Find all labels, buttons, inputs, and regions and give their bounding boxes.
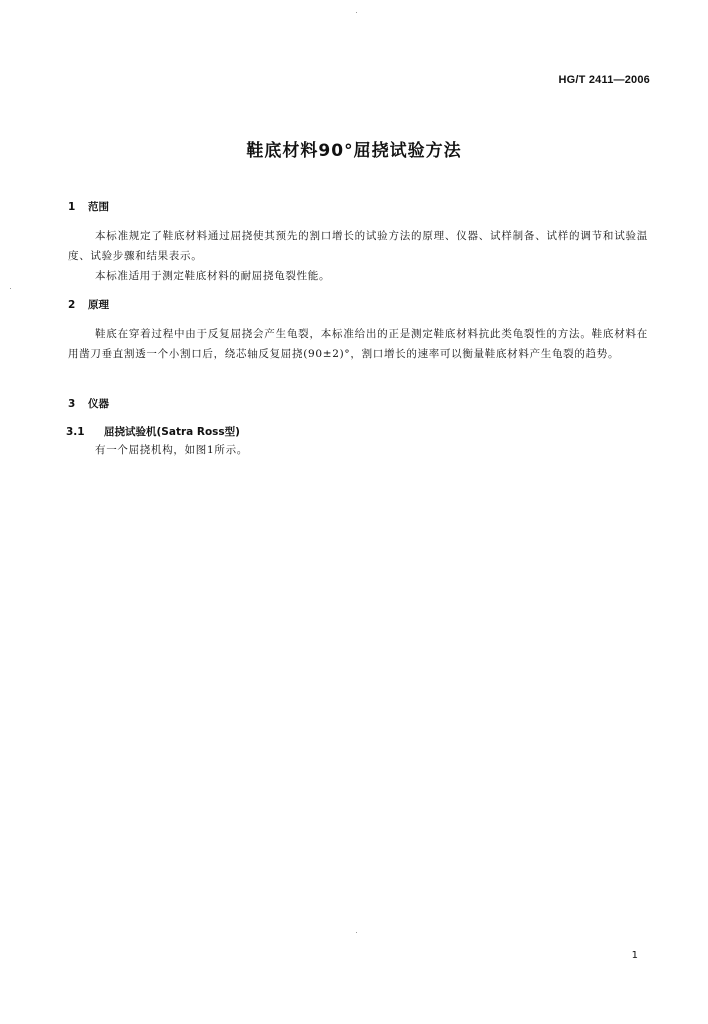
section-title: 仪器 xyxy=(88,398,109,410)
flexing-machine-paragraph: 有一个屈挠机构，如图1所示。 xyxy=(95,444,248,456)
document-title: 鞋底材料90°屈挠试验方法 xyxy=(246,141,462,161)
section-heading-principle xyxy=(68,297,109,312)
principle-paragraph: 鞋底在穿着过程中由于反复屈挠会产生龟裂，本标准给出的正是测定鞋底材料抗此类龟裂性的方法。鞋底材料在用凿刀垂直割透一个小割口后，绕芯轴反复屈挠(90±2)°，割口增长的速率可以衡量鞋底材料产生龟裂的趋势。 xyxy=(68,328,648,360)
section-title: 原理 xyxy=(88,299,109,311)
section-title: 范围 xyxy=(88,201,109,213)
section-heading-scope xyxy=(68,199,109,214)
section-number: 2 xyxy=(68,299,76,311)
page-number: 1 xyxy=(631,950,638,961)
scope-paragraph-2: 本标准适用于测定鞋底材料的耐屈挠龟裂性能。 xyxy=(95,270,331,282)
section-heading-apparatus xyxy=(68,396,109,411)
subsection-heading-flexing-machine xyxy=(66,424,240,439)
scope-paragraph-1: 本标准规定了鞋底材料通过屈挠使其预先的割口增长的试验方法的原理、仪器、试样制备、试样的调节和试验温度、试验步骤和结果表示。 xyxy=(68,230,648,262)
section-number: 3 xyxy=(68,398,76,410)
section-number: 1 xyxy=(68,201,76,213)
scan-speck xyxy=(10,288,11,289)
scan-speck xyxy=(356,12,357,13)
scan-speck xyxy=(356,932,357,933)
subsection-number: 3.1 xyxy=(66,426,85,438)
subsection-title: 屈挠试验机(Satra Ross型) xyxy=(104,426,240,438)
standard-code: HG/T 2411—2006 xyxy=(558,74,650,86)
